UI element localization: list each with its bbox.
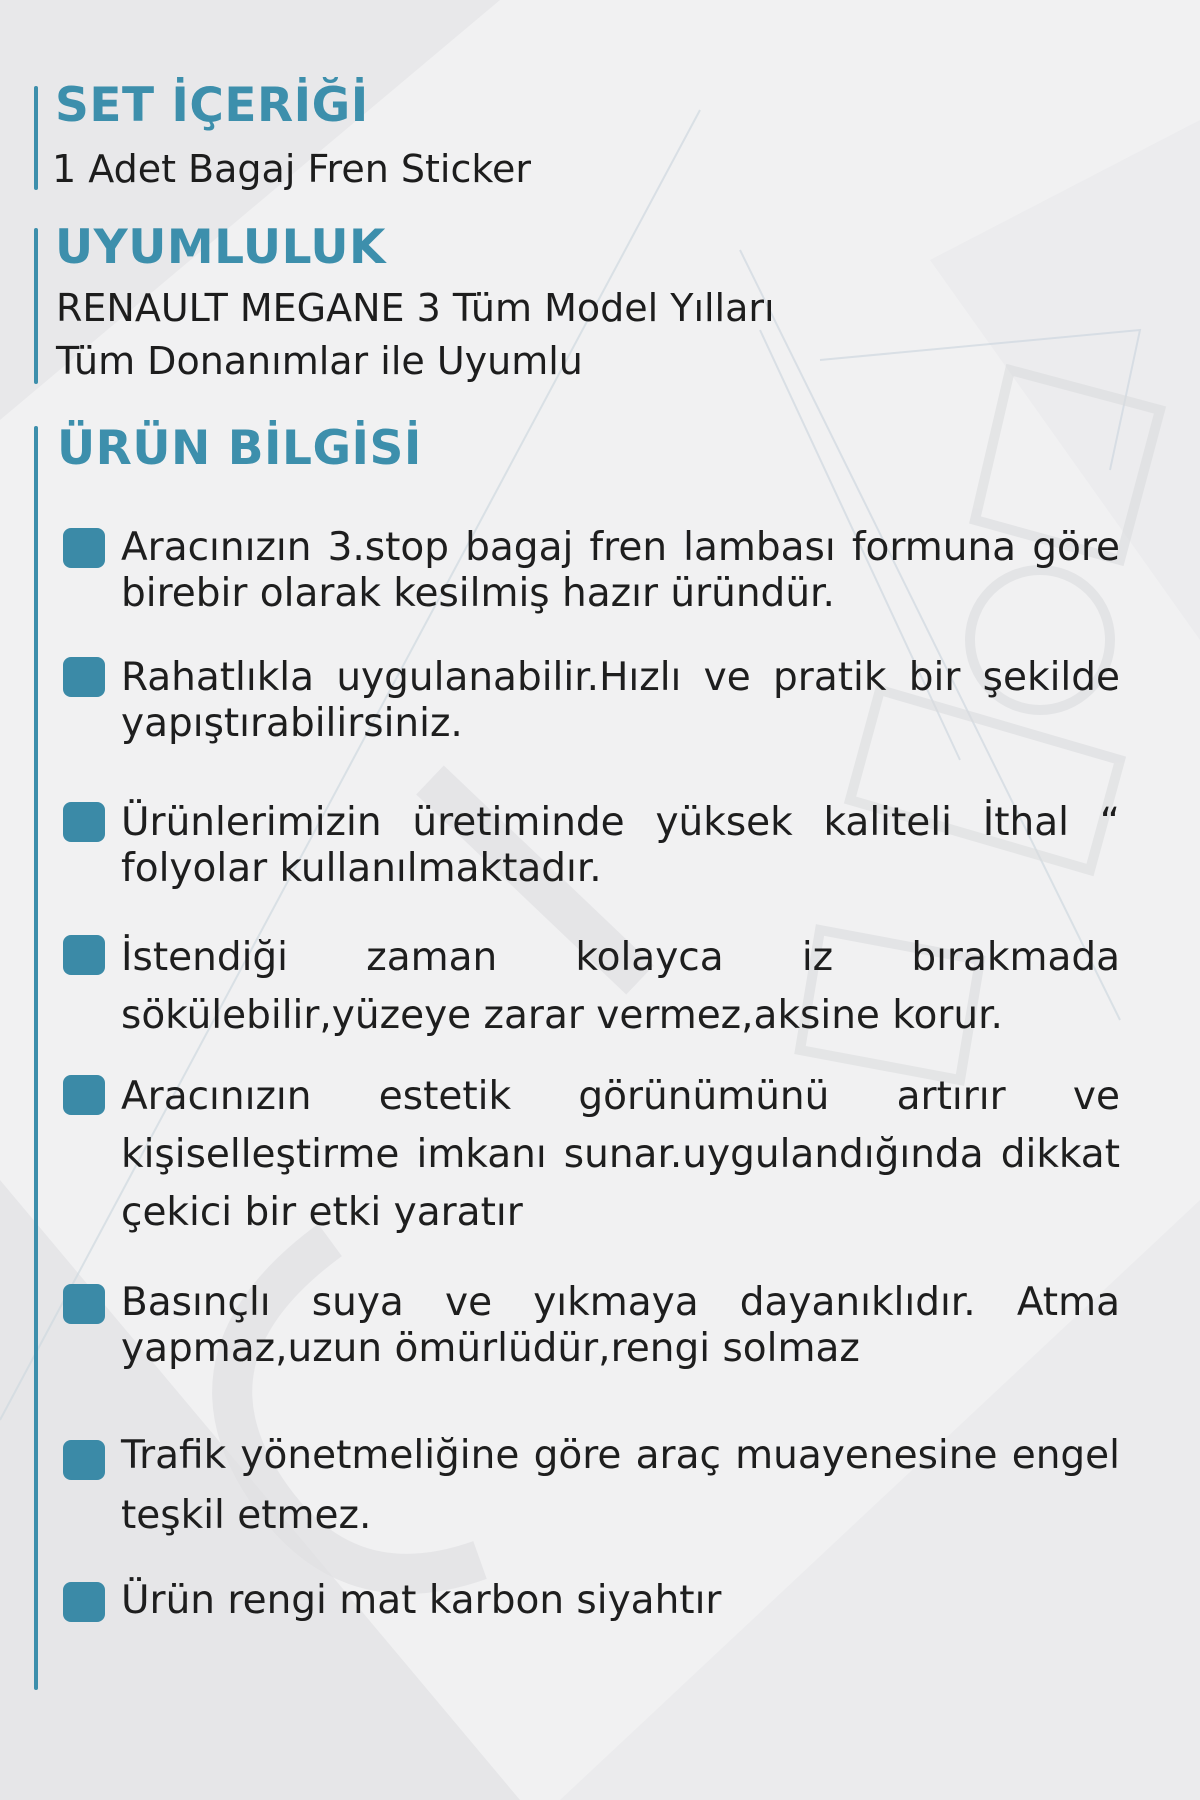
set-contents-heading: SET İÇERİĞİ (55, 78, 369, 133)
product-info-item: Ürün rengi mat karbon siyahtır (121, 1578, 722, 1623)
set-contents-accent-bar (34, 86, 38, 190)
product-info-item: Trafik yönetmeliğine göre araç muayenesine engel teşkil etmez. (121, 1433, 1120, 1538)
bullet-icon (63, 657, 105, 697)
compatibility-line-1: RENAULT MEGANE 3 Tüm Model Yılları (56, 286, 775, 330)
product-info-heading: ÜRÜN BİLGİSİ (57, 421, 422, 476)
product-info-item: Aracınızın estetik görünümünü artırır ve kişiselleştirme imkanı sunar.uygulandığında dikkat çekici bir etki yaratır (121, 1074, 1120, 1235)
product-info-accent-bar (34, 426, 38, 1690)
compatibility-line-2: Tüm Donanımlar ile Uyumlu (56, 339, 583, 383)
product-info-item: Basınçlı suya ve yıkmaya dayanıklıdır. Atma yapmaz,uzun ömürlüdür,rengi solmaz (121, 1280, 1120, 1371)
bullet-icon (63, 1284, 105, 1324)
product-info-item: İstendiği zaman kolayca iz bırakmada sökülebilir,yüzeye zarar vermez,aksine korur. (121, 935, 1120, 1038)
bullet-icon (63, 935, 105, 975)
bullet-icon (63, 1075, 105, 1115)
compatibility-accent-bar (34, 228, 38, 384)
bullet-icon (63, 802, 105, 842)
bullet-icon (63, 1440, 105, 1480)
set-contents-text: 1 Adet Bagaj Fren Sticker (52, 147, 532, 191)
bullet-icon (63, 1582, 105, 1622)
compatibility-heading: UYUMLULUK (55, 220, 386, 275)
bullet-icon (63, 528, 105, 568)
product-info-item: Ürünlerimizin üretiminde yüksek kaliteli İthal “ folyolar kullanılmaktadır. (121, 800, 1120, 891)
product-info-item: Aracınızın 3.stop bagaj fren lambası formuna göre birebir olarak kesilmiş hazır üründür. (121, 525, 1120, 616)
product-info-item: Rahatlıkla uygulanabilir.Hızlı ve pratik bir şekilde yapıştırabilirsiniz. (121, 655, 1120, 746)
